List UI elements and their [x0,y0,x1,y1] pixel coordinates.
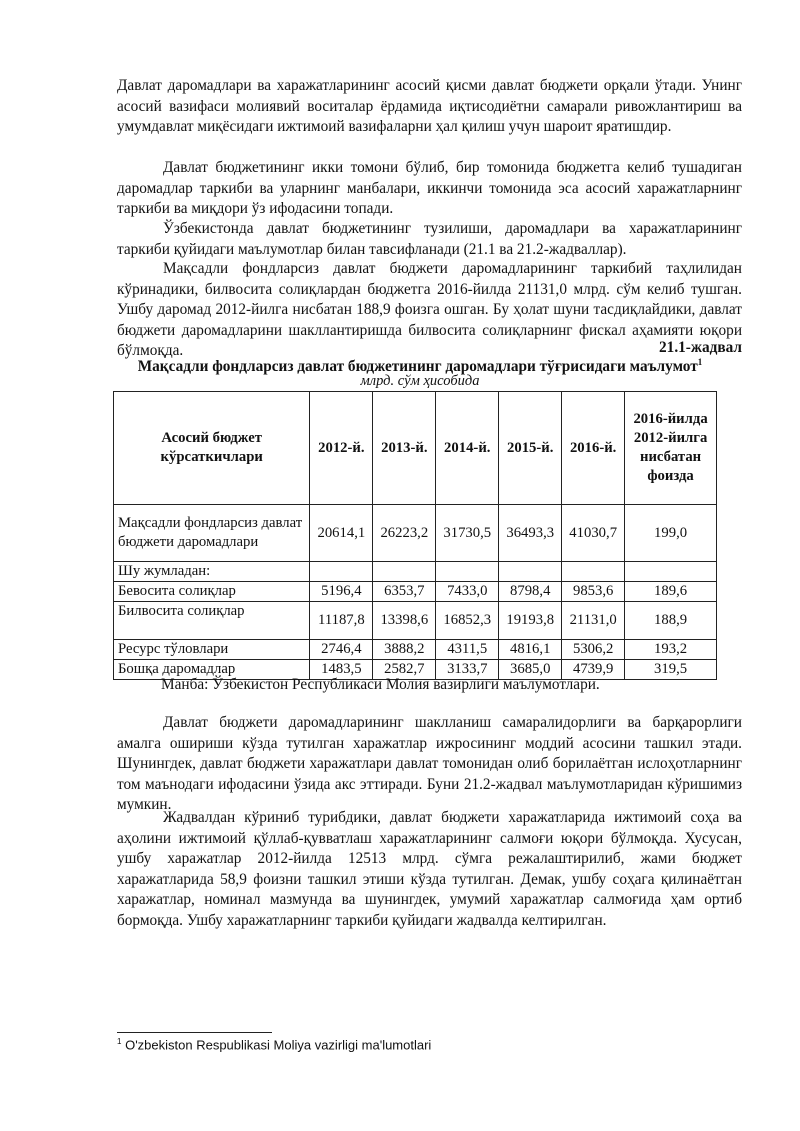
paragraph-revenue-analysis: Мақсадли фондларсиз давлат бюджети даромадларининг таркибий таҳлилидан кўринадики, билвосита солиқлардан бюджетга 2016-йилда 21131,0 млрд. сўм келиб тушган. Ушбу даромад 2012-йилга нисбатан 188,9 фоизга ошган. Бу ҳолат шуни тасдиқлайдики, давлат бюджети даромадларини шакллантиришда билвосита солиқларнинг фискал аҳамияти юқори бўлмоқда. [117,260,742,359]
cell-percent: 319,5 [625,660,717,680]
footnote-mark: 1 [117,1037,122,1046]
cell-2016: 5306,2 [562,640,625,660]
paragraph-budget-sides: Давлат бюджетининг икки томони бўлиб, бир томонида бюджетга келиб тушадиган даромадлар таркиби ва уларнинг манбалари, иккинчи томонида эса асосий харажатларнинг таркиби ва миқдори ўз ифодасини топади. [117,159,742,217]
cell-percent: 188,9 [625,602,717,640]
cell-2013: 26223,2 [373,505,436,562]
footnote-reference: 1 [697,357,703,367]
cell-2016: 4739,9 [562,660,625,680]
paragraph-intro: Давлат даромадлари ва харажатларининг асосий қисми давлат бюджети орқали ўтади. Унинг асосий вазифаси молиявий воситалар ёрдамида иқтисодиётни самарали ривожлантириш ва умумдавлат миқёсидаги ижтимоий вазифаларни ҳал қилиш учун шароит яратишдир. [117,77,742,135]
cell-2016 [562,562,625,582]
cell-percent: 199,0 [625,505,717,562]
cell-2013: 2582,7 [373,660,436,680]
table-row [114,562,717,582]
row-label: Бевосита солиқлар [114,582,310,602]
paragraph-budget-structure: Ўзбекистонда давлат бюджетининг тузилиши, даромадлари ва харажатларининг таркиби қуйидаги маълумотлар билан тавсифланади (21.1 ва 21.2-жадваллар). [117,220,742,258]
table-unit: млрд. сўм ҳисобида [360,373,480,389]
row-label: Ресурс тўловлари [114,640,310,660]
cell-2014: 16852,3 [436,602,499,640]
cell-2013: 13398,6 [373,602,436,640]
cell-2013: 6353,7 [373,582,436,602]
header-indicator: Асосий бюджет кўрсаткичлари [114,392,310,505]
cell-2014 [436,562,499,582]
cell-percent [625,562,717,582]
cell-2014: 3133,7 [436,660,499,680]
cell-percent: 189,6 [625,582,717,602]
cell-2016: 21131,0 [562,602,625,640]
cell-2015: 36493,3 [499,505,562,562]
cell-2014: 7433,0 [436,582,499,602]
table-row [114,505,717,562]
cell-2012: 1483,5 [310,660,373,680]
paragraph-revenue-efficiency: Давлат бюджети даромадларининг шаклланиш самаралидорлиги ва барқарорлиги амалга ошириши кўзда тутилган харажатлар ижросининг моддий асосини ташкил этади. Шунингдек, давлат бюджети харажатлари давлат томонидан олиб борилаётган ислоҳотларнинг том маънодаги ифодасини ўзида акс эттиради. Буни 21.2-жадвал маълумотларидан кўришимиз мумкин. [117,714,742,813]
cell-2015: 8798,4 [499,582,562,602]
table-title-text: Мақсадли фондларсиз давлат бюджетининг даромадлари тўғрисидаги маълумот [137,358,698,376]
header-year-2013: 2013-й. [373,392,436,505]
footnote [117,1037,431,1052]
cell-2012 [310,562,373,582]
cell-2016: 9853,6 [562,582,625,602]
footnote-text: O'zbekiston Respublikasi Moliya vazirligi ma'lumotlari [125,1037,432,1053]
table-row [114,602,717,640]
cell-2012: 11187,8 [310,602,373,640]
header-year-2012: 2012-й. [310,392,373,505]
row-label: Билвосита солиқлар [114,602,310,640]
header-percent-change: 2016-йилда 2012-йилга нисбатан фоизда [625,392,717,505]
table-number: 21.1-жадвал [659,339,742,356]
row-label: Мақсадли фондларсиз давлат бюджети даромадлари [114,505,310,562]
cell-2012: 20614,1 [310,505,373,562]
table-header-row [114,392,717,505]
row-label: Шу жумладан: [114,562,310,582]
cell-2015: 3685,0 [499,660,562,680]
cell-2015: 19193,8 [499,602,562,640]
cell-2013 [373,562,436,582]
cell-2015: 4816,1 [499,640,562,660]
row-label: Бошқа даромадлар [114,660,310,680]
revenue-table [113,391,717,680]
cell-2012: 5196,4 [310,582,373,602]
table-row [114,582,717,602]
paragraph-social-expenses: Жадвалдан кўриниб турибдики, давлат бюджети харажатларида ижтимоий соҳа ва аҳолини ижтимоий қўллаб-қувватлаш харажатларининг салмоғи юқори бўлмоқда. Хусусан, ушбу харажатлар 2012-йилда 12513 млрд. сўмга режалаштирилиб, жами бюджет харажатларида 58,9 фоизни ташкил этиши кўзда тутилган. Демак, ушбу соҳага қилинаётган харажатлар, номинал мазмунда ва шунингдек, умумий харажатлар салмоғида ҳам ортиб бормоқда. Ушбу харажатларнинг таркиби қуйидаги жадвалда келтирилган. [117,809,742,929]
header-year-2016: 2016-й. [562,392,625,505]
footnote-divider [117,1032,272,1033]
cell-2015 [499,562,562,582]
cell-2012: 2746,4 [310,640,373,660]
table-row [114,640,717,660]
header-year-2014: 2014-й. [436,392,499,505]
cell-percent: 193,2 [625,640,717,660]
cell-2014: 4311,5 [436,640,499,660]
table-source: Манба: Ўзбекистон Республикаси Молия вазирлиги маълумотлари. [161,676,600,693]
cell-2016: 41030,7 [562,505,625,562]
header-year-2015: 2015-й. [499,392,562,505]
cell-2013: 3888,2 [373,640,436,660]
cell-2014: 31730,5 [436,505,499,562]
